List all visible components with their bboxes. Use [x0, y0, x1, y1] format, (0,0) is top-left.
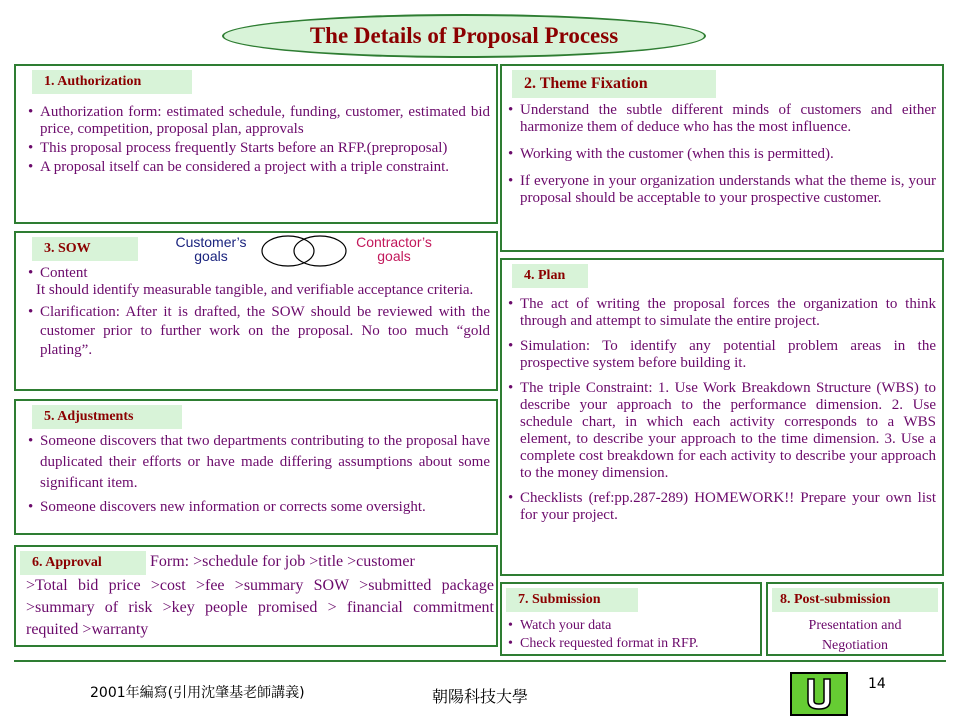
list-item: • Checklists (ref:pp.287-289) HOMEWORK!! Prepare your own list for your project.	[506, 490, 936, 524]
approval-form-items: >Total bid price >cost >fee >summary SOW >submitted package >summary of risk >key people promised > financial commitment requited >warranty	[26, 577, 494, 638]
authorization-section	[14, 64, 498, 224]
adjustments-section	[14, 399, 498, 535]
page-title: The Details of Proposal Process	[222, 14, 706, 58]
sow-list	[26, 265, 490, 360]
list-item: • Someone discovers that two departments contributing to the proposal have duplicated their efforts or have made differing assumptions about some significant item.	[26, 431, 490, 494]
post-submission-section	[766, 582, 944, 656]
approval-form-line: Form: >schedule for job >title >customer	[150, 553, 415, 570]
list-item: • This proposal process frequently Starts before an RFP.(preproposal)	[26, 140, 490, 157]
footer-note: 2001年編寫(引用沈肇基老師講義)	[90, 685, 305, 701]
list-item: • Working with the customer (when this is permitted).	[506, 146, 936, 163]
adjustments-label: 5. Adjustments	[32, 405, 182, 429]
list-item: • The act of writing the proposal forces the organization to think through and attempt to simulate the entire project.	[506, 296, 936, 330]
submission-section	[500, 582, 762, 656]
return-button[interactable]	[790, 672, 848, 716]
list-item: • Clarification: After it is drafted, the SOW should be reviewed with the customer prior to further work on the proposal. No too much “gold plating”.	[26, 303, 490, 360]
list-item: • The triple Constraint: 1. Use Work Breakdown Structure (WBS) to describe your approach to the performance dimension. 2. Use schedule chart, in which each activity corresponds to a WBS element, to describe your approach to the time dimension. 3. Use a complete cost breakdown for each activity to describe your approach to the money dimension.	[506, 380, 936, 482]
venn-customer-goals: Customer’s goals	[175, 234, 247, 264]
plan-section	[500, 258, 944, 576]
post-submission-label: 8. Post-submission	[772, 588, 938, 612]
plan-label: 4. Plan	[512, 264, 588, 288]
list-item: • Authorization form: estimated schedule, funding, customer, estimated bid price, competition, proposal plan, approvals	[26, 104, 490, 138]
list-item: • Check requested format in RFP.	[506, 635, 760, 653]
list-item: • Understand the subtle different minds of customers and either harmonize them of deduce who has the most influence.	[506, 102, 936, 136]
theme-fixation-list	[506, 102, 936, 207]
list-item: • Watch your data	[506, 617, 760, 635]
authorization-label: 1. Authorization	[32, 70, 192, 94]
theme-fixation-section	[500, 64, 944, 252]
submission-label: 7. Submission	[506, 588, 638, 612]
adjustments-list	[26, 431, 490, 518]
footer-university: 朝陽科技大學	[431, 687, 528, 706]
theme-fixation-label: 2. Theme Fixation	[512, 70, 716, 98]
venn-contractor-goals: Contractor’s goals	[356, 234, 432, 264]
authorization-list	[26, 104, 490, 176]
list-item: • If everyone in your organization understands what the theme is, your proposal should be acceptable to your prospective customer.	[506, 173, 936, 207]
plan-list	[506, 296, 936, 524]
list-item-body: It should identify measurable tangible, and verifiable acceptance criteria.	[36, 282, 474, 298]
submission-list	[506, 617, 760, 653]
sow-label: 3. SOW	[32, 237, 138, 261]
list-item: • Content	[26, 265, 490, 282]
approval-section	[14, 545, 498, 647]
page-number: 14	[868, 676, 886, 692]
footer-divider	[14, 660, 946, 662]
list-item: • A proposal itself can be considered a project with a triple constraint.	[26, 159, 490, 176]
post-submission-text: Presentation and Negotiation	[808, 618, 902, 653]
u-turn-return-icon	[804, 677, 834, 711]
list-item: • Someone discovers new information or corrects some oversight.	[26, 497, 490, 518]
list-item: • Simulation: To identify any potential problem areas in the prospective system before building it.	[506, 338, 936, 372]
sow-section	[14, 231, 498, 391]
approval-label: 6. Approval	[20, 551, 146, 575]
